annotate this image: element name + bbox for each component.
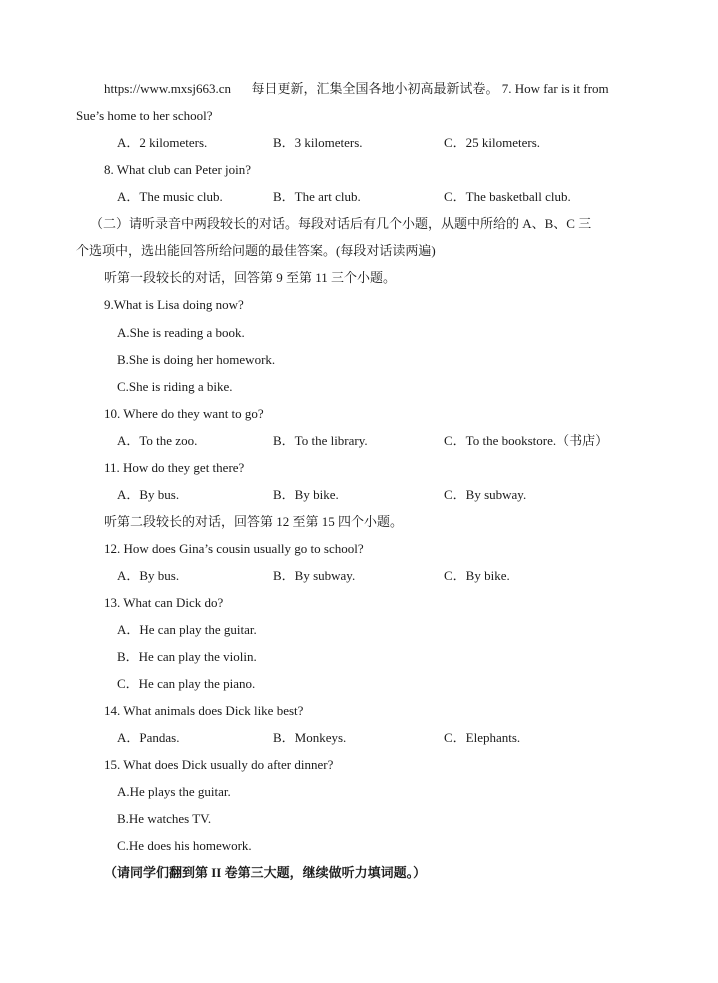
q12-stem: 12. How does Gina’s cousin usually go to school? bbox=[104, 541, 364, 556]
source-url: https://www.mxsj663.cn bbox=[104, 81, 231, 96]
q15-option-b: B.He watches TV. bbox=[117, 811, 212, 826]
q7-option-c: C．25 kilometers. bbox=[444, 135, 541, 150]
footer-note: （请同学们翻到第 II 卷第三大题，继续做听力填词题。） bbox=[104, 865, 427, 880]
q7-option-a: A．2 kilometers. bbox=[117, 135, 208, 150]
q13-option-c: C．He can play the piano. bbox=[117, 676, 256, 691]
q9-stem: 9.What is Lisa doing now? bbox=[104, 297, 244, 312]
q10-option-a: A．To the zoo. bbox=[117, 433, 198, 448]
q10-option-b: B．To the library. bbox=[273, 433, 368, 448]
q14-option-b: B．Monkeys. bbox=[273, 730, 347, 745]
q10-option-c: C．To the bookstore.（书店） bbox=[444, 433, 609, 448]
q14-option-c: C．Elephants. bbox=[444, 730, 521, 745]
q12-option-b: B．By subway. bbox=[273, 568, 356, 583]
q13-option-b: B．He can play the violin. bbox=[117, 649, 257, 664]
q12-option-c: C．By bike. bbox=[444, 568, 510, 583]
q8-option-a: A．The music club. bbox=[117, 189, 223, 204]
section2-instruction-line2: 个选项中，选出能回答所给问题的最佳答案。(每段对话读两遍) bbox=[76, 243, 436, 258]
q11-option-c: C．By subway. bbox=[444, 487, 527, 502]
dialogue2-instruction: 听第二段较长的对话，回答第 12 至第 15 四个小题。 bbox=[104, 514, 404, 529]
dialogue1-instruction: 听第一段较长的对话，回答第 9 至第 11 三个小题。 bbox=[104, 270, 397, 285]
q9-option-c: C.She is riding a bike. bbox=[117, 379, 233, 394]
section2-instruction-line1: （二）请听录音中两段较长的对话。每段对话后有几个小题，从题中所给的 A、B、C 三 bbox=[90, 216, 592, 231]
q11-option-b: B．By bike. bbox=[273, 487, 339, 502]
q8-option-b: B．The art club. bbox=[273, 189, 361, 204]
q7-stem-part2: Sue’s home to her school? bbox=[76, 108, 213, 123]
q13-stem: 13. What can Dick do? bbox=[104, 595, 224, 610]
q14-option-a: A．Pandas. bbox=[117, 730, 180, 745]
q8-stem: 8. What club can Peter join? bbox=[104, 162, 252, 177]
q11-stem: 11. How do they get there? bbox=[104, 460, 245, 475]
update-notice: 每日更新，汇集全国各地小初高最新试卷。 bbox=[251, 81, 499, 96]
q14-stem: 14. What animals does Dick like best? bbox=[104, 703, 304, 718]
q12-option-a: A．By bus. bbox=[117, 568, 180, 583]
q15-option-a: A.He plays the guitar. bbox=[117, 784, 231, 799]
q8-option-c: C．The basketball club. bbox=[444, 189, 571, 204]
q7-option-b: B．3 kilometers. bbox=[273, 135, 363, 150]
q15-stem: 15. What does Dick usually do after dinner? bbox=[104, 757, 334, 772]
q10-stem: 10. Where do they want to go? bbox=[104, 406, 264, 421]
q15-option-c: C.He does his homework. bbox=[117, 838, 252, 853]
q7-stem-part1: 7. How far is it from bbox=[501, 81, 609, 96]
q11-option-a: A．By bus. bbox=[117, 487, 180, 502]
header-line bbox=[104, 81, 609, 97]
q9-option-a: A.She is reading a book. bbox=[117, 325, 245, 340]
q13-option-a: A．He can play the guitar. bbox=[117, 622, 257, 637]
q9-option-b: B.She is doing her homework. bbox=[117, 352, 276, 367]
